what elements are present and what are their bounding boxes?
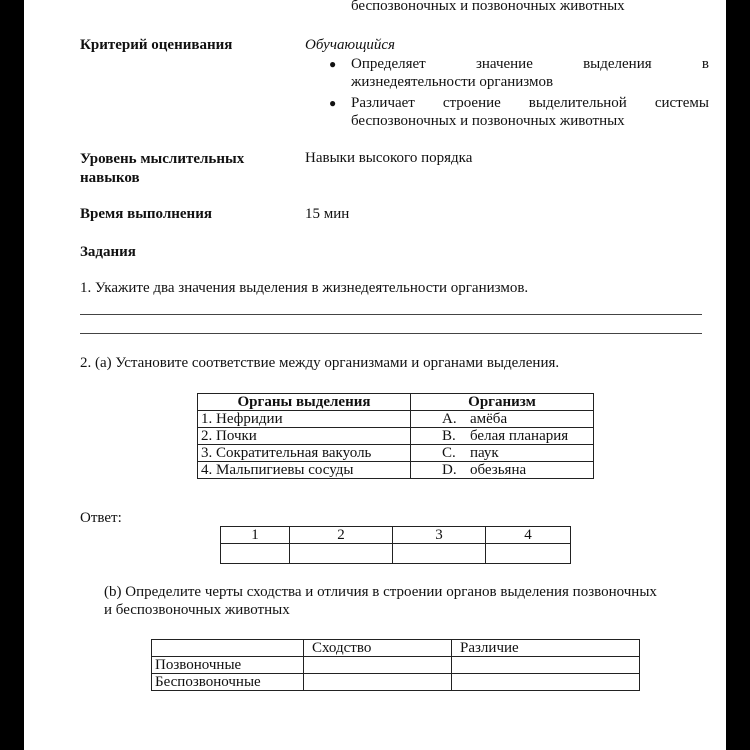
answer-line-2 <box>80 333 702 334</box>
criterion-1-line2: жизнедеятельности организмов <box>351 74 554 90</box>
header-organism: Организм <box>411 394 594 411</box>
answer-cell-3[interactable] <box>393 544 486 564</box>
row-label-invertebrates: Беспозвоночные <box>152 674 304 691</box>
task-2b-line2: и беспозвоночных животных <box>104 602 290 618</box>
answer-header-row <box>221 527 571 544</box>
task-1: 1. Укажите два значения выделения в жизнедеятельности организмов. <box>80 280 529 296</box>
organism-cell: B. белая планария <box>411 428 594 445</box>
table-row <box>198 411 594 428</box>
answer-table <box>220 526 571 564</box>
time-label: Время выполнения <box>80 206 212 222</box>
table-header-row <box>198 394 594 411</box>
compare-header-similarity: Сходство <box>304 640 452 657</box>
continued-text: беспозвоночных и позвоночных животных <box>351 0 625 14</box>
compare-header-difference: Различие <box>452 640 640 657</box>
compare-row <box>152 657 640 674</box>
criterion-2-line1: Различает строение выделительной системы <box>351 95 709 111</box>
task-2b-line1: (b) Определите черты сходства и отличия в строении органов выделения позвоночных <box>104 584 657 600</box>
organ-cell: 4. Мальпигиевы сосуды <box>198 462 411 479</box>
organism-cell: C. паук <box>411 445 594 462</box>
answer-cell-1[interactable] <box>221 544 290 564</box>
compare-row <box>152 674 640 691</box>
answer-cell-2[interactable] <box>290 544 393 564</box>
difference-cell[interactable] <box>452 674 640 691</box>
table-row <box>198 445 594 462</box>
answer-input-row[interactable] <box>221 544 571 564</box>
organ-cell: 2. Почки <box>198 428 411 445</box>
compare-header-row <box>152 640 640 657</box>
organism-cell: A. амёба <box>411 411 594 428</box>
header-organs: Органы выделения <box>198 394 411 411</box>
thinking-level-label-1: Уровень мыслительных <box>80 151 245 167</box>
time-value: 15 мин <box>305 206 350 222</box>
difference-cell[interactable] <box>452 657 640 674</box>
answer-header-4: 4 <box>486 527 571 544</box>
thinking-level-label-2: навыков <box>80 170 140 186</box>
answer-line-1 <box>80 314 702 315</box>
similarity-cell[interactable] <box>304 674 452 691</box>
answer-header-2: 2 <box>290 527 393 544</box>
answer-header-3: 3 <box>393 527 486 544</box>
bullet-dot: ● <box>329 57 337 71</box>
criteria-subject: Обучающийся <box>305 37 396 53</box>
criterion-1-line1: Определяет значение выделения в <box>351 56 709 72</box>
organ-cell: 3. Сократительная вакуоль <box>198 445 411 462</box>
organ-cell: 1. Нефридии <box>198 411 411 428</box>
compare-table <box>151 639 640 691</box>
organism-cell: D. обезьяна <box>411 462 594 479</box>
answer-header-1: 1 <box>221 527 290 544</box>
table-row <box>198 462 594 479</box>
document-page <box>24 0 726 750</box>
bullet-dot: ● <box>329 96 337 110</box>
task-2a: 2. (a) Установите соответствие между организмами и органами выделения. <box>80 355 560 371</box>
thinking-level-value: Навыки высокого порядка <box>305 150 473 166</box>
tasks-heading: Задания <box>80 244 136 260</box>
similarity-cell[interactable] <box>304 657 452 674</box>
table-row <box>198 428 594 445</box>
compare-header-empty <box>152 640 304 657</box>
matching-table <box>197 393 594 479</box>
answer-label: Ответ: <box>80 510 122 526</box>
criteria-label: Критерий оценивания <box>80 37 233 53</box>
answer-cell-4[interactable] <box>486 544 571 564</box>
criterion-2-line2: беспозвоночных и позвоночных животных <box>351 113 625 129</box>
row-label-vertebrates: Позвоночные <box>152 657 304 674</box>
